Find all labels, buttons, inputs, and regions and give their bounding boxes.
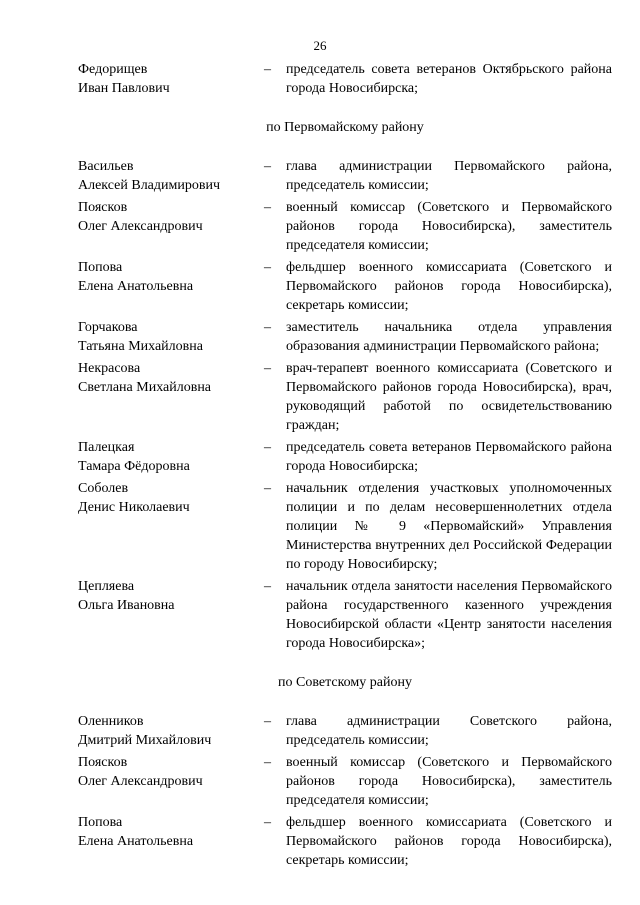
member-name	[78, 438, 264, 476]
document-body	[78, 60, 612, 873]
member-entry	[78, 157, 612, 195]
member-surname: Горчакова	[78, 320, 138, 335]
member-given-names: Олег Александрович	[78, 774, 203, 789]
dash-separator: –	[264, 579, 271, 594]
member-given-names: Ольга Ивановна	[78, 598, 175, 613]
dash-separator: –	[264, 481, 271, 496]
member-given-names: Дмитрий Михайлович	[78, 733, 212, 748]
member-entry	[78, 60, 612, 98]
member-surname: Попова	[78, 815, 123, 830]
member-entry	[78, 198, 612, 255]
member-surname: Оленников	[78, 714, 144, 729]
member-surname: Некрасова	[78, 361, 141, 376]
member-given-names: Елена Анатольевна	[78, 279, 194, 294]
member-given-names: Светлана Михайловна	[78, 380, 212, 395]
dash-separator: –	[264, 62, 271, 77]
dash-separator: –	[264, 320, 271, 335]
page-number: 26	[313, 38, 327, 53]
member-entry	[78, 712, 612, 750]
member-name	[78, 258, 264, 315]
member-given-names: Тамара Фёдоровна	[78, 459, 190, 474]
member-role: начальник отдела занятости населения Первомайского района государственного казенного учреждения Новосибирской области «Центр занятости населения города Новосибирска»;	[286, 579, 612, 651]
member-surname: Федорищев	[78, 62, 148, 77]
member-surname: Васильев	[78, 159, 134, 174]
member-role: врач-терапевт военного комиссариата (Советского и Первомайского районов города Новосибирска), врач, руководящий работой по освидетельствованию граждан;	[286, 361, 612, 433]
member-entry	[78, 359, 612, 435]
member-role: председатель совета ветеранов Первомайского района города Новосибирска;	[286, 440, 612, 474]
dash-separator: –	[264, 714, 271, 729]
dash-separator: –	[264, 755, 271, 770]
member-role: фельдшер военного комиссариата (Советского и Первомайского районов города Новосибирска), секретарь комиссии;	[286, 815, 612, 868]
member-entry	[78, 813, 612, 870]
member-surname: Соболев	[78, 481, 129, 496]
member-entry	[78, 318, 612, 356]
member-name	[78, 479, 264, 574]
member-entry	[78, 577, 612, 653]
member-name	[78, 60, 264, 98]
member-role: фельдшер военного комиссариата (Советского и Первомайского районов города Новосибирска), секретарь комиссии;	[286, 260, 612, 313]
member-surname: Попова	[78, 260, 123, 275]
dash-separator: –	[264, 815, 271, 830]
dash-separator: –	[264, 260, 271, 275]
member-name	[78, 753, 264, 810]
member-entry	[78, 258, 612, 315]
member-role: заместитель начальника отдела управления образования администрации Первомайского района;	[286, 320, 612, 354]
member-given-names: Денис Николаевич	[78, 500, 190, 515]
section-heading-pervomaisky: по Первомайскому району	[266, 120, 424, 135]
member-name	[78, 712, 264, 750]
member-role: начальник отделения участковых уполномоченных полиции и по делам несовершеннолетних отдела полиции № 9 «Первомайский» Управления Министерства внутренних дел Российской Федерации по городу Новосибирску;	[286, 481, 612, 572]
member-name	[78, 813, 264, 870]
dash-separator: –	[264, 361, 271, 376]
member-surname: Поясков	[78, 755, 128, 770]
member-entry	[78, 479, 612, 574]
member-entry	[78, 438, 612, 476]
member-name	[78, 318, 264, 356]
member-surname: Поясков	[78, 200, 128, 215]
member-role: военный комиссар (Советского и Первомайского районов города Новосибирска), заместитель председателя комиссии;	[286, 200, 612, 253]
member-given-names: Иван Павлович	[78, 81, 170, 96]
member-role: глава администрации Советского района, председатель комиссии;	[286, 714, 612, 748]
member-role: председатель совета ветеранов Октябрьского района города Новосибирска;	[286, 62, 612, 96]
member-role: военный комиссар (Советского и Первомайского районов города Новосибирска), заместитель председателя комиссии;	[286, 755, 612, 808]
member-name	[78, 157, 264, 195]
member-name	[78, 359, 264, 435]
member-entry	[78, 753, 612, 810]
member-name	[78, 577, 264, 653]
dash-separator: –	[264, 159, 271, 174]
member-surname: Цепляева	[78, 579, 135, 594]
dash-separator: –	[264, 440, 271, 455]
member-given-names: Алексей Владимирович	[78, 178, 221, 193]
member-given-names: Татьяна Михайловна	[78, 339, 203, 354]
section-heading-sovetsky: по Советскому району	[278, 675, 412, 690]
member-given-names: Елена Анатольевна	[78, 834, 194, 849]
member-role: глава администрации Первомайского района, председатель комиссии;	[286, 159, 612, 193]
member-given-names: Олег Александрович	[78, 219, 203, 234]
dash-separator: –	[264, 200, 271, 215]
member-surname: Палецкая	[78, 440, 135, 455]
member-name	[78, 198, 264, 255]
